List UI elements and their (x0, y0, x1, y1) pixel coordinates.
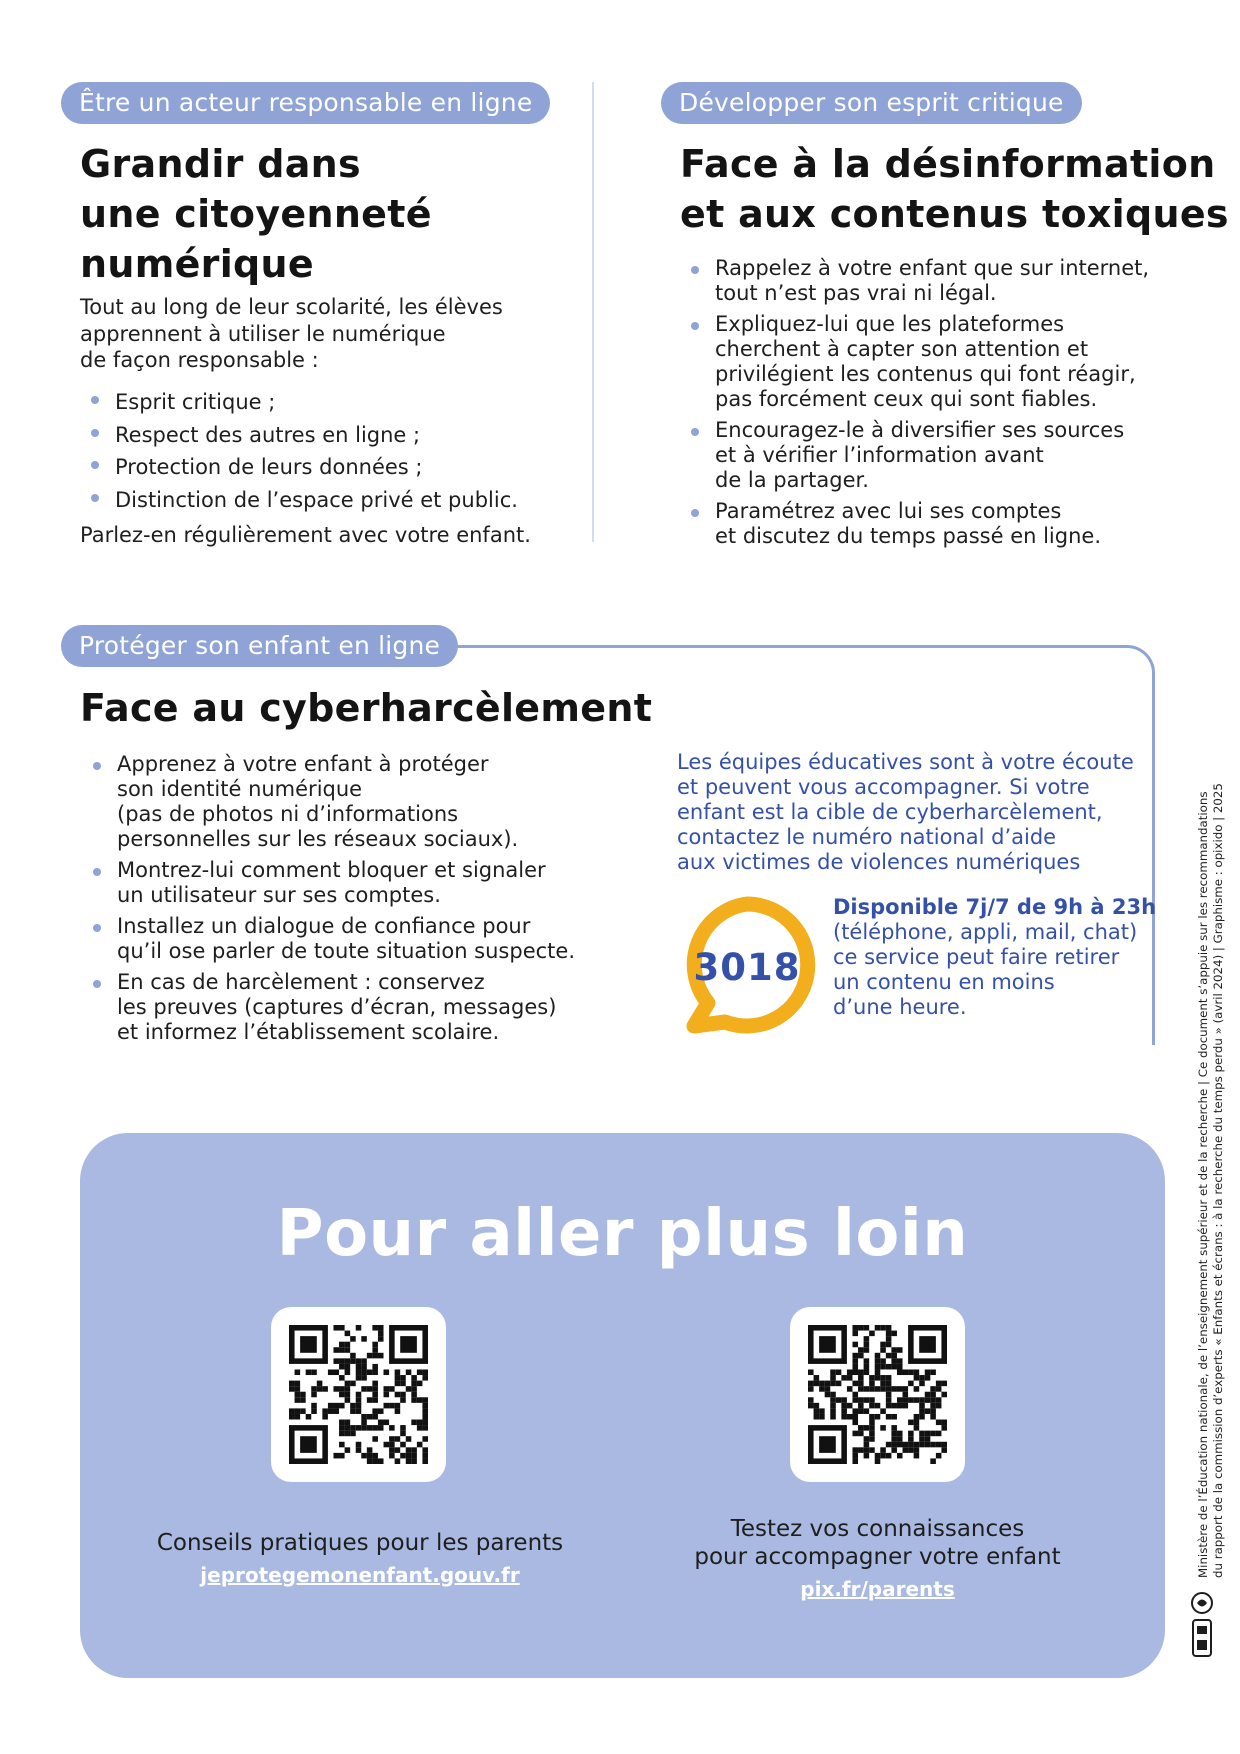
link-caption-parents (120, 1529, 600, 1557)
list-item (680, 312, 1149, 412)
ministry-logo-icon (1188, 1590, 1216, 1660)
list-item (82, 970, 575, 1045)
helpline-detail: d’une heure. (833, 995, 967, 1019)
link-jeprotegemonenfant[interactable]: jeprotegemonenfant.gouv.fr (200, 1563, 520, 1587)
list-item-text: et informez l’établissement scolaire. (117, 1020, 500, 1044)
list-item-text: son identité numérique (117, 777, 363, 801)
caption-line: Conseils pratiques pour les parents (156, 1530, 564, 1556)
list-item-text: un utilisateur sur ses comptes. (117, 883, 441, 907)
list-item (80, 386, 518, 419)
list-item-text: privilégient les contenus qui font réagir, (715, 362, 1136, 386)
list-item (80, 484, 518, 517)
title-line: Face à la désinformation (680, 142, 1216, 186)
list-item-text: qu’il ose parler de toute situation suspecte. (117, 939, 575, 963)
further-title: Pour aller plus loin (276, 1197, 969, 1271)
list-item (82, 858, 575, 908)
title-line: et aux contenus toxiques (680, 192, 1229, 236)
citizenship-list (80, 386, 518, 516)
link-pix-parents[interactable]: pix.fr/parents (800, 1577, 955, 1601)
support-line: enfant est la cible de cyberharcèlement, (677, 800, 1103, 824)
support-line: aux victimes de violences numériques (677, 850, 1081, 874)
intro-line: de façon responsable : (80, 348, 319, 372)
helpline-availability: Disponible 7j/7 de 9h à 23h (833, 895, 1157, 919)
list-item-text: Esprit critique ; (115, 390, 276, 414)
list-item-text: personnelles sur les réseaux sociaux). (117, 827, 519, 851)
list-item-text: (pas de photos ni d’informations (117, 802, 459, 826)
list-item-text: les preuves (captures d’écran, messages) (117, 995, 557, 1019)
list-item-text: Encouragez-le à diversifier ses sources (715, 418, 1125, 442)
citizenship-closing: Parlez-en régulièrement avec votre enfant. (80, 523, 531, 547)
side-credits (1196, 728, 1226, 1578)
list-item (680, 499, 1149, 549)
list-item-text: cherchent à capter son attention et (715, 337, 1089, 361)
support-message (677, 750, 1134, 875)
list-item-text: Paramétrez avec lui ses comptes (715, 499, 1062, 523)
list-item-text: Montrez-lui comment bloquer et signaler (117, 858, 546, 882)
qr-code-pix[interactable] (790, 1307, 965, 1482)
section-tag-protect: Protéger son enfant en ligne (61, 625, 458, 667)
section-tag-responsible: Être un acteur responsable en ligne (61, 82, 550, 124)
credits-line: du rapport de la commission d’experts « Enfants et écrans : à la recherche du temps perdu » (avril 2024) | Graphisme : opixido | 2025 (1211, 783, 1225, 1578)
section-title-disinformation (680, 139, 1229, 239)
support-line: Les équipes éducatives sont à votre écoute (677, 750, 1134, 774)
list-item-text: Distinction de l’espace privé et public. (115, 487, 518, 512)
qr-code-parents[interactable] (271, 1307, 446, 1482)
section-title-cyberbullying: Face au cyberharcèlement (80, 686, 653, 730)
list-item-text: Rappelez à votre enfant que sur internet, (715, 256, 1150, 280)
list-item-text: Apprenez à votre enfant à protéger (117, 752, 489, 776)
helpline-detail: (téléphone, appli, mail, chat) (833, 920, 1138, 944)
list-item (680, 418, 1149, 493)
further-resources-panel (80, 1133, 1165, 1678)
title-line: numérique (80, 242, 314, 286)
support-line: contactez le numéro national d’aide (677, 825, 1057, 849)
list-item (82, 752, 575, 852)
disinformation-list (680, 256, 1149, 549)
list-item-text: pas forcément ceux qui sont fiables. (715, 387, 1098, 411)
support-line: et peuvent vous accompagner. Si votre (677, 775, 1090, 799)
list-item-text: et à vérifier l’information avant (715, 443, 1044, 467)
title-line: Grandir dans (80, 142, 361, 186)
list-item-text: Expliquez-lui que les plateformes (715, 312, 1065, 336)
qr-code-icon (808, 1325, 947, 1464)
citizenship-intro (80, 294, 503, 374)
caption-line: pour accompagner votre enfant (694, 1544, 1061, 1570)
list-item-text: et discutez du temps passé en ligne. (715, 524, 1101, 548)
helpline-3018-logo (672, 890, 822, 1040)
list-item (82, 914, 575, 964)
title-line: une citoyenneté (80, 192, 432, 236)
list-item-text: En cas de harcèlement : conservez (117, 970, 485, 994)
credits-line: Ministère de l’Éducation nationale, de l’enseignement supérieur et de la recherche | Ce document s’appuie sur les recommandations (1196, 791, 1210, 1578)
list-item-text: de la partager. (715, 468, 869, 492)
list-item (80, 419, 518, 452)
helpline-detail: un contenu en moins (833, 970, 1055, 994)
list-item (80, 451, 518, 484)
intro-line: Tout au long de leur scolarité, les élèves (80, 295, 503, 319)
helpline-info (833, 895, 1156, 1020)
section-tag-critical: Développer son esprit critique (661, 82, 1082, 124)
column-divider (592, 82, 594, 542)
intro-line: apprennent à utiliser le numérique (80, 321, 446, 346)
list-item-text: tout n’est pas vrai ni légal. (715, 281, 997, 305)
list-item (680, 256, 1149, 306)
cyberbullying-list (82, 752, 575, 1045)
link-caption-pix (635, 1515, 1120, 1571)
list-item-text: Installez un dialogue de confiance pour (117, 914, 531, 938)
section-title-citizenship (80, 139, 432, 289)
caption-line: Testez vos connaissances (730, 1516, 1025, 1542)
list-item-text: Respect des autres en ligne ; (115, 422, 421, 447)
helpline-number: 3018 (693, 946, 801, 989)
helpline-detail: ce service peut faire retirer (833, 945, 1120, 969)
qr-code-icon (289, 1325, 428, 1464)
list-item-text: Protection de leurs données ; (115, 455, 423, 479)
